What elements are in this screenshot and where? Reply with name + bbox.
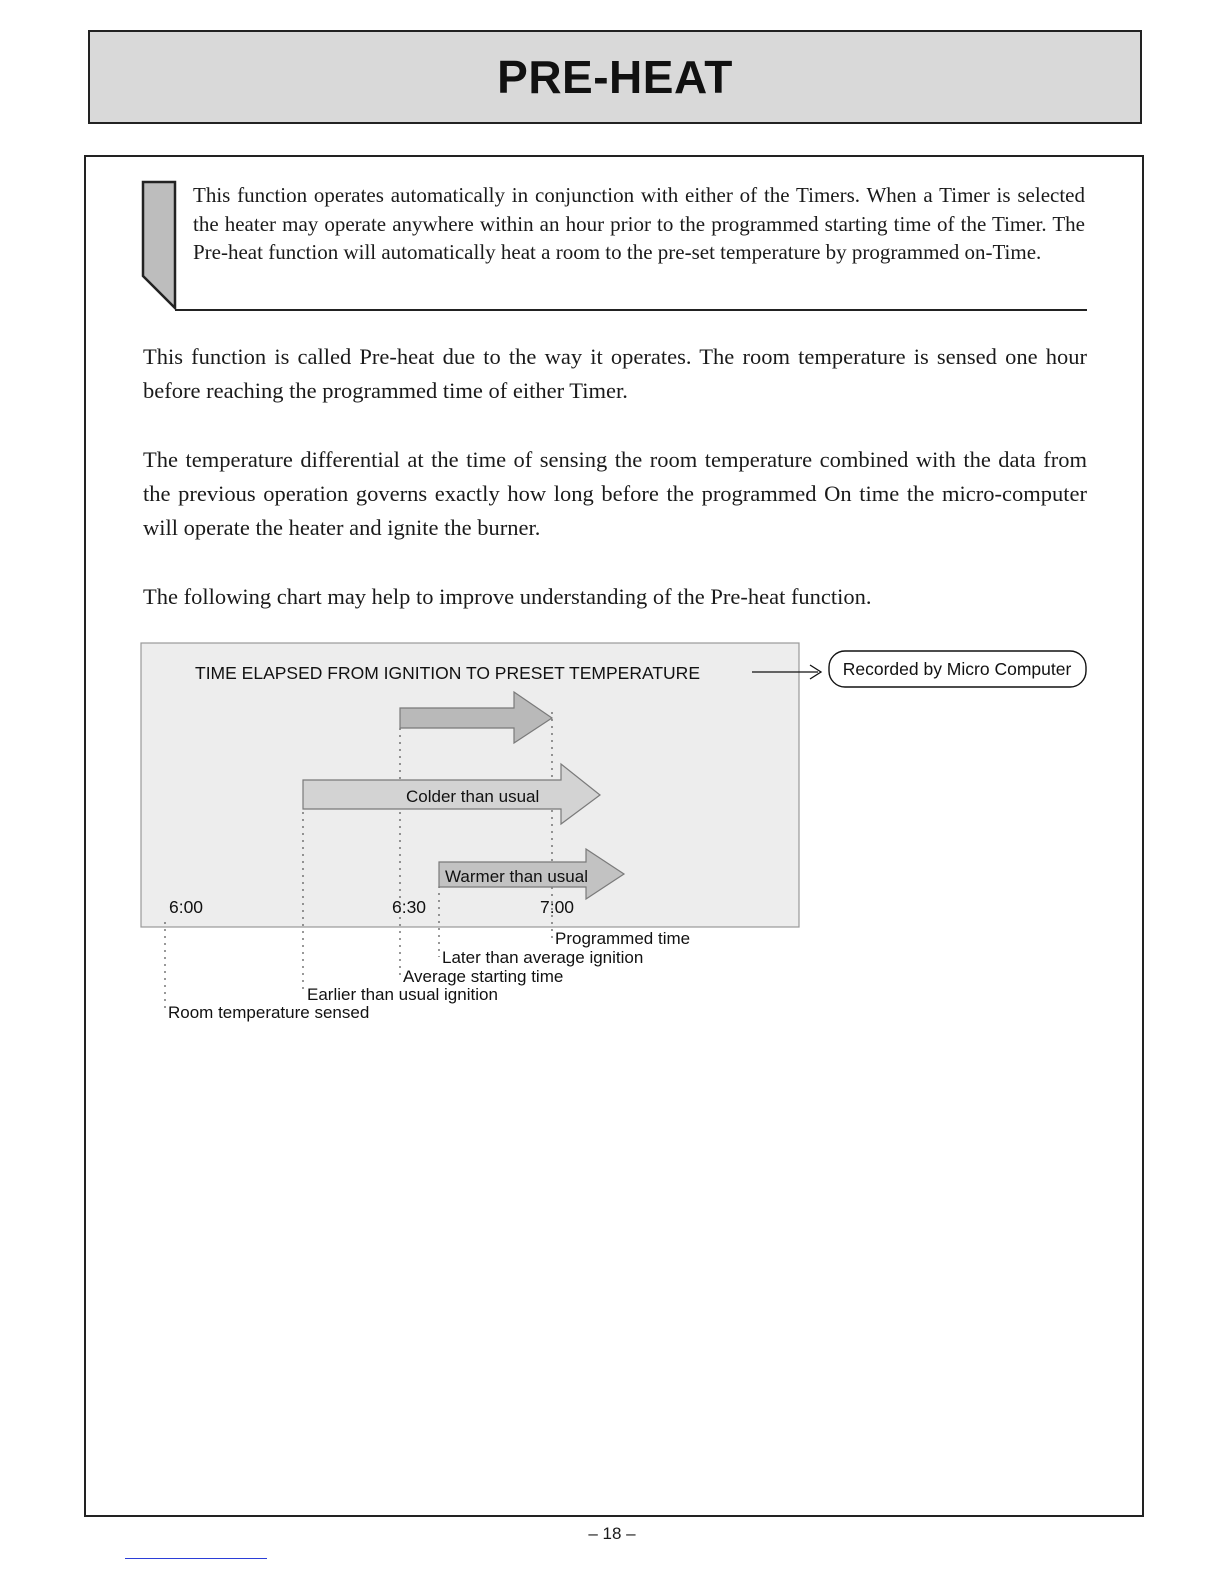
- paragraph-1: This function is called Pre-heat due to the way it operates. The room temperature is sensed one hour before reaching the programmed time of either Timer.: [143, 344, 1087, 403]
- page-number: – 18 –: [588, 1524, 636, 1543]
- callout-earlier-ignition: Earlier than usual ignition: [307, 985, 498, 1004]
- callout-later-ignition: Later than average ignition: [442, 948, 644, 967]
- page-title: PRE-HEAT: [497, 51, 733, 103]
- callout-programmed-time: Programmed time: [555, 929, 691, 948]
- callout-room-sensed: Room temperature sensed: [168, 1003, 370, 1022]
- time-label-600: 6:00: [168, 897, 204, 917]
- intro-note: This function operates automatically in conjunction with either of the Timers. When a Timer is selected the heater may operate anywhere within an hour prior to the programmed starting time of the Timer. The Pre-heat function will automatically heat a room to the pre-set temperature by programmed on-Time.: [193, 183, 1085, 264]
- time-label-700: 7:00: [539, 897, 575, 917]
- paragraph-3: The following chart may help to improve understanding of the Pre-heat function.: [143, 584, 872, 609]
- diagram-header: TIME ELAPSED FROM IGNITION TO PRESET TEMPERATURE: [195, 663, 700, 683]
- time-label-630: 6:30: [391, 897, 427, 917]
- recorded-label: Recorded by Micro Computer: [842, 659, 1072, 679]
- footer-rule: [125, 1558, 267, 1559]
- colder-arrow-label: Colder than usual: [406, 787, 540, 806]
- callout-average-start: Average starting time: [403, 967, 564, 986]
- warmer-arrow-label: Warmer than usual: [445, 867, 588, 886]
- paragraph-2: The temperature differential at the time of sensing the room temperature combined with the data from the previous operation governs exactly how long before the programmed On time the micro-computer will operate the heater and ignite the burner.: [143, 447, 1087, 540]
